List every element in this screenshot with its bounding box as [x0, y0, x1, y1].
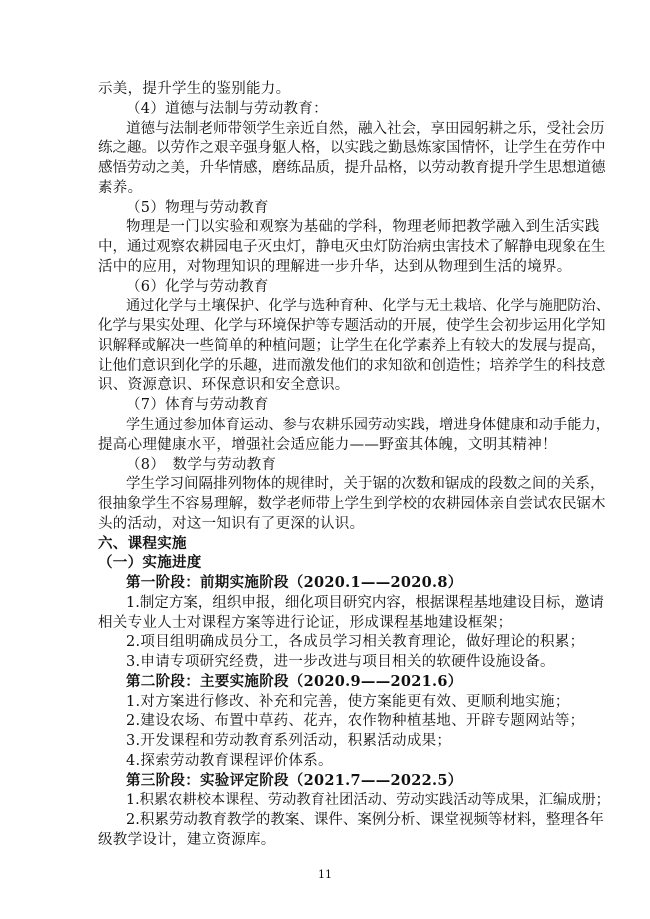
list-item: 相关专业人士对课程方案等进行论证，形成课程基地建设框架； — [98, 615, 513, 631]
paragraph-line: 感悟劳动之美，升华情感，磨练品质，提升品格，以劳动教育提升学生思想道德 — [98, 160, 606, 176]
list-item: 2.积累劳动教育教学的教案、课件、案例分析、课堂视频等材料，整理各年 — [126, 812, 604, 828]
paragraph-line: 素养。 — [98, 180, 143, 196]
phase-heading: 第一阶段：前期实施阶段（2020.1——2020.8） — [126, 574, 463, 591]
paragraph-line: 学生通过参加体育运动、参与农耕乐园劳动实践，增进身体健康和动手能力， — [126, 417, 610, 433]
paragraph-line: 学生学习间隔排列物体的规律时，关于锯的次数和锯成的段数之间的关系， — [126, 476, 605, 492]
list-item: 3.开发课程和劳动教育系列活动，积累活动成果； — [126, 733, 452, 749]
paragraph-line: 活中的应用，对物理知识的理解进一步升华，达到从物理到生活的境界。 — [98, 259, 572, 275]
list-item: 1.制定方案，组织申报，细化项目研究内容，根据课程基地建设目标，邀请 — [126, 595, 604, 611]
paragraph-line: 头的活动，对这一知识有了更深的认识。 — [98, 516, 365, 532]
chapter-heading: 六、课程实施 — [98, 535, 187, 552]
list-item: 3.申请专项研究经费，进一步改进与项目相关的软硬件设施设备。 — [126, 654, 555, 670]
section-heading: （4）道德与法制与劳动教育： — [126, 101, 328, 117]
paragraph-line: 中，通过观察农耕园电子灭虫灯，静电灭虫灯防治病虫害技术了解静电现象在生 — [98, 239, 606, 255]
section-heading: （5）物理与劳动教育 — [126, 200, 269, 216]
phase-heading: 第三阶段：实验评定阶段（2021.7——2022.5） — [126, 772, 463, 789]
paragraph-line: 让他们意识到化学的乐趣，进而激发他们的求知欲和创造性；培养学生的科技意 — [98, 358, 606, 374]
paragraph-line: 识、资源意识、环保意识和安全意识。 — [98, 377, 350, 393]
subsection-heading: （一）实施进度 — [98, 554, 202, 571]
phase-heading: 第二阶段：主要实施阶段（2020.9——2021.6） — [126, 673, 463, 690]
paragraph-line: 练之趣。以劳作之艰辛强身躯人格，以实践之勤恳炼家国情怀，让学生在劳作中 — [98, 140, 606, 156]
paragraph-line: 识解释或解决一些简单的种植问题；让学生在化学素养上有较大的发展与提高， — [98, 338, 606, 354]
paragraph-line: 提高心理健康水平，增强社会适应能力——野蛮其体魄，文明其精神！ — [98, 437, 557, 453]
paragraph-line: 很抽象学生不容易理解，数学老师带上学生到学校的农耕园体亲自尝试农民锯木 — [98, 496, 606, 512]
page-number: 11 — [318, 868, 332, 881]
paragraph-line: 通过化学与土壤保护、化学与选种育种、化学与无土栽培、化学与施肥防治、 — [126, 298, 610, 314]
section-heading: （6）化学与劳动教育 — [126, 279, 269, 295]
list-item: 2.建设农场、布置中草药、花卉，农作物种植基地、开辟专题网站等； — [126, 713, 585, 729]
list-item: 1.积累农耕校本课程、劳动教育社团活动、劳动实践活动等成果，汇编成册； — [126, 792, 610, 808]
section-heading: （7）体育与劳动教育 — [126, 397, 269, 413]
paragraph-line: 物理是一门以实验和观察为基础的学科，物理老师把教学融入到生活实践 — [126, 219, 600, 235]
list-item: 2.项目组明确成员分工，各成员学习相关教育理论，做好理论的积累； — [126, 634, 585, 650]
paragraph-line: 道德与法制老师带领学生亲近自然，融入社会，享田园躬耕之乐，受社会历 — [126, 121, 605, 137]
section-heading: （8） 数学与劳动教育 — [126, 457, 277, 473]
list-item: 1.对方案进行修改、补充和完善，使方案能更有效、更顺利地实施； — [126, 694, 570, 710]
paragraph-line: 示美，提升学生的鉴别能力。 — [98, 81, 291, 97]
paragraph-line: 化学与果实处理、化学与环境保护等专题活动的开展，使学生会初步运用化学知 — [98, 318, 606, 334]
list-item: 级教学设计，建立资源库。 — [98, 832, 276, 848]
list-item: 4.探索劳动教育课程评价体系。 — [126, 753, 333, 769]
